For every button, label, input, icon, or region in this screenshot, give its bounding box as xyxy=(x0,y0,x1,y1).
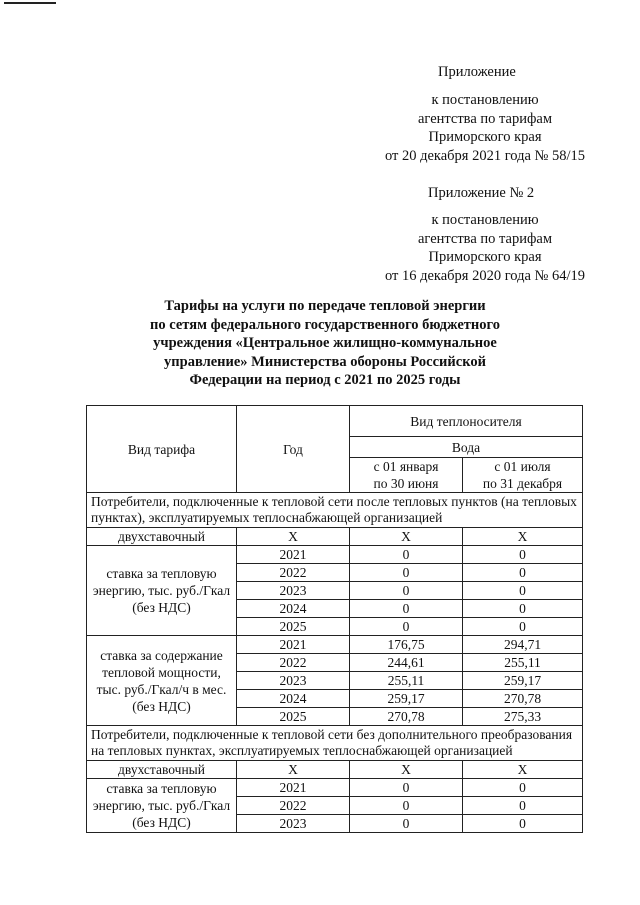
header-period-1-line: с 01 января xyxy=(373,459,439,474)
section-2-title: Потребители, подключенные к тепловой сети без дополнительного преобразования на тепловых пунктах, эксплуатируемых теплоснабжающей организацией xyxy=(87,726,583,761)
row-value-2: X xyxy=(463,528,583,546)
table-row xyxy=(87,546,583,564)
title-line: Федерации на период с 2021 по 2025 годы xyxy=(189,372,461,388)
row-year: 2021 xyxy=(237,546,350,564)
appendix-2-title: Приложение № 2 xyxy=(428,185,535,201)
appendix-2-reference xyxy=(370,211,600,285)
row-value-1: X xyxy=(350,761,463,779)
label-line: энергию, тыс. руб./Гкал xyxy=(92,583,231,598)
row-year: 2023 xyxy=(237,815,350,833)
row-value-2: 259,17 xyxy=(463,672,583,690)
appendix-1-title: Приложение xyxy=(438,64,516,80)
section-1-title: Потребители, подключенные к тепловой сети после тепловых пунктов (на тепловых пунктах), эксплуатируемых теплоснабжающей организацией xyxy=(87,493,583,528)
appendix-2-line: Приморского края xyxy=(428,249,542,265)
label-line: (без НДС) xyxy=(132,600,191,615)
appendix-1-reference xyxy=(370,91,600,165)
appendix-1-line: агентства по тарифам xyxy=(418,110,552,127)
document-title xyxy=(120,297,530,390)
row-label: двухставочный xyxy=(87,528,237,546)
header-period-2-line: с 01 июля xyxy=(494,459,551,474)
row-value-1: 270,78 xyxy=(350,708,463,726)
label-line: ставка за тепловую xyxy=(106,566,217,581)
row-year: 2024 xyxy=(237,690,350,708)
row-value-2: 255,11 xyxy=(463,654,583,672)
label-line: ставка за тепловую xyxy=(106,781,217,796)
corner-scan-mark xyxy=(4,2,56,4)
row-value-2: 0 xyxy=(463,797,583,815)
row-year: X xyxy=(237,528,350,546)
header-tariff-type: Вид тарифа xyxy=(87,406,237,493)
row-value-2: 0 xyxy=(463,582,583,600)
appendix-2-line: агентства по тарифам xyxy=(418,230,552,247)
row-value-2: 0 xyxy=(463,600,583,618)
row-value-1: X xyxy=(350,528,463,546)
header-period-2-line: по 31 декабря xyxy=(482,476,563,491)
title-line: управление» Министерства обороны Российской xyxy=(164,353,486,370)
energy-rate-label xyxy=(87,546,237,636)
label-line: тыс. руб./Гкал/ч в мес. xyxy=(96,681,227,697)
row-value-2: 275,33 xyxy=(463,708,583,726)
header-water: Вода xyxy=(350,437,583,458)
row-year: 2025 xyxy=(237,618,350,636)
table-row xyxy=(87,636,583,654)
row-year: 2022 xyxy=(237,797,350,815)
row-value-2: 270,78 xyxy=(463,690,583,708)
row-year: 2021 xyxy=(237,779,350,797)
energy-rate-label xyxy=(87,779,237,833)
title-line: Тарифы на услуги по передаче тепловой энергии xyxy=(164,298,486,314)
row-year: 2022 xyxy=(237,564,350,582)
row-value-2: 0 xyxy=(463,618,583,636)
row-year: 2023 xyxy=(237,672,350,690)
row-year: 2024 xyxy=(237,600,350,618)
row-value-2: 0 xyxy=(463,564,583,582)
row-value-1: 0 xyxy=(350,618,463,636)
row-value-1: 244,61 xyxy=(350,654,463,672)
table-row xyxy=(87,528,583,546)
row-value-1: 0 xyxy=(350,797,463,815)
label-line: энергию, тыс. руб./Гкал xyxy=(92,798,231,813)
row-value-2: X xyxy=(463,761,583,779)
header-year: Год xyxy=(237,406,350,493)
row-label: двухставочный xyxy=(87,761,237,779)
row-value-1: 0 xyxy=(350,779,463,797)
header-period-2 xyxy=(463,458,583,493)
row-value-1: 0 xyxy=(350,564,463,582)
row-year: X xyxy=(237,761,350,779)
capacity-rate-label xyxy=(87,636,237,726)
title-line: учреждения «Центральное жилищно-коммунальное xyxy=(153,335,497,351)
label-line: (без НДС) xyxy=(132,698,191,714)
row-value-1: 176,75 xyxy=(350,636,463,654)
title-line: по сетям федерального государственного бюджетного xyxy=(150,316,500,333)
row-value-1: 255,11 xyxy=(350,672,463,690)
label-line: тепловой мощности, xyxy=(102,664,221,680)
header-carrier: Вид теплоносителя xyxy=(350,406,583,437)
row-value-1: 0 xyxy=(350,582,463,600)
row-year: 2025 xyxy=(237,708,350,726)
row-value-2: 0 xyxy=(463,815,583,833)
appendix-1-line: Приморского края xyxy=(428,129,542,145)
row-value-1: 0 xyxy=(350,546,463,564)
row-value-2: 0 xyxy=(463,779,583,797)
header-period-1-line: по 30 июня xyxy=(373,476,439,491)
table-row xyxy=(87,779,583,797)
appendix-1-line: к постановлению xyxy=(431,92,539,108)
appendix-2-line: от 16 декабря 2020 года № 64/19 xyxy=(384,267,586,284)
row-value-1: 0 xyxy=(350,815,463,833)
table-row xyxy=(87,761,583,779)
row-value-2: 0 xyxy=(463,546,583,564)
label-line: ставка за содержание xyxy=(100,647,223,663)
row-value-2: 294,71 xyxy=(463,636,583,654)
row-year: 2022 xyxy=(237,654,350,672)
row-value-1: 259,17 xyxy=(350,690,463,708)
row-year: 2023 xyxy=(237,582,350,600)
appendix-1-line: от 20 декабря 2021 года № 58/15 xyxy=(384,147,586,164)
appendix-2-line: к постановлению xyxy=(431,212,539,228)
header-period-1 xyxy=(350,458,463,493)
tariff-table xyxy=(86,405,583,833)
row-year: 2021 xyxy=(237,636,350,654)
label-line: (без НДС) xyxy=(132,815,191,830)
row-value-1: 0 xyxy=(350,600,463,618)
